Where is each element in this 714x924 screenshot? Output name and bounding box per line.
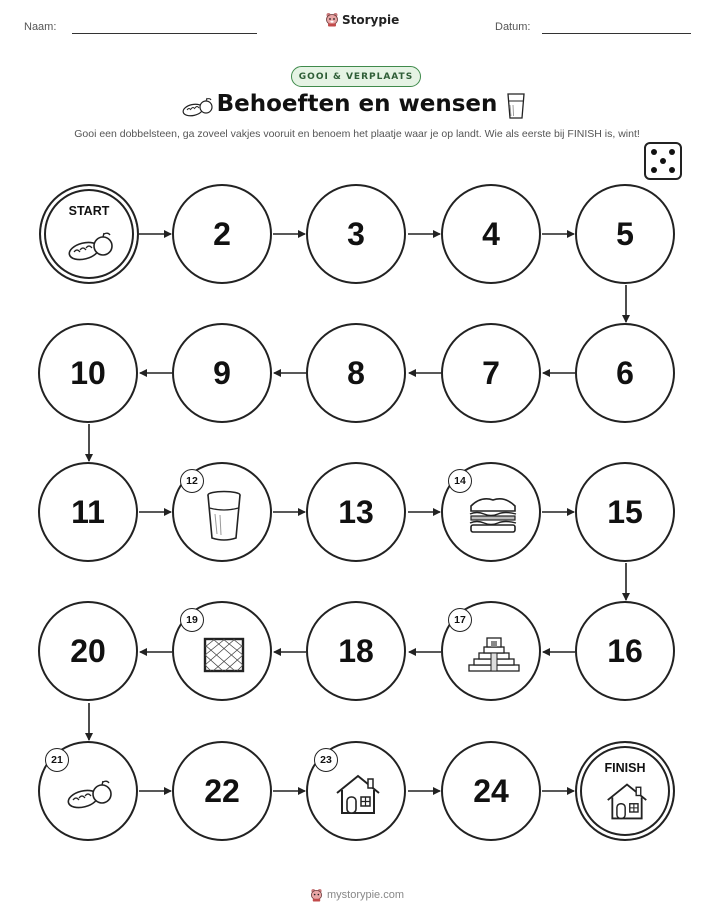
space-number: 4	[482, 215, 500, 252]
space-number: 2	[213, 215, 231, 252]
footer-url[interactable]: mystorypie.com	[326, 889, 405, 901]
board-space-5[interactable]	[575, 184, 675, 284]
pyramid-icon	[467, 633, 521, 673]
activity-badge: GOOI & VERPLAATS	[291, 66, 421, 87]
board-space-2[interactable]	[172, 184, 272, 284]
space-number: 16	[607, 632, 643, 669]
board-space-finish[interactable]	[575, 741, 675, 841]
space-number: 18	[338, 632, 374, 669]
board-space-16[interactable]	[575, 601, 675, 701]
board-space-13[interactable]	[306, 462, 406, 562]
house-icon	[334, 773, 382, 815]
soccer-goal-icon	[202, 635, 246, 675]
space-number: 5	[616, 215, 634, 252]
space-number: 22	[204, 772, 240, 809]
board-space-9[interactable]	[172, 323, 272, 423]
space-number: 20	[70, 632, 106, 669]
house-icon	[605, 781, 649, 821]
board-space-10[interactable]	[38, 323, 138, 423]
space-number: 15	[607, 493, 643, 530]
space-tag-21: 21	[45, 748, 69, 772]
space-number: 8	[347, 354, 365, 391]
food-icon	[66, 778, 114, 810]
name-label: Naam:	[24, 21, 57, 33]
space-tag-23: 23	[314, 748, 338, 772]
space-number: 10	[70, 354, 106, 391]
space-number: 24	[473, 772, 509, 809]
space-number: 6	[616, 354, 634, 391]
board-space-6[interactable]	[575, 323, 675, 423]
space-tag-14: 14	[448, 469, 472, 493]
page-title: Behoeften en wensen	[216, 91, 498, 117]
date-label: Datum:	[495, 21, 531, 33]
food-icon	[67, 230, 115, 262]
space-number: 9	[213, 354, 231, 391]
glass-of-water-icon	[206, 490, 242, 542]
brand-name: Storypie	[342, 12, 400, 27]
board-space-7[interactable]	[441, 323, 541, 423]
space-tag-17: 17	[448, 608, 472, 632]
board-space-start[interactable]	[39, 184, 139, 284]
board-space-18[interactable]	[306, 601, 406, 701]
board-space-24[interactable]	[441, 741, 541, 841]
board-space-4[interactable]	[441, 184, 541, 284]
space-number: 3	[347, 215, 365, 252]
footer	[0, 888, 714, 902]
storypie-mascot-icon	[310, 888, 323, 902]
board-space-22[interactable]	[172, 741, 272, 841]
board-space-11[interactable]	[38, 462, 138, 562]
board-space-3[interactable]	[306, 184, 406, 284]
board-space-20[interactable]	[38, 601, 138, 701]
space-number: 13	[338, 493, 374, 530]
space-number: 7	[482, 354, 500, 391]
board-space-8[interactable]	[306, 323, 406, 423]
finish-label: FINISH	[604, 761, 646, 775]
start-label: START	[68, 204, 110, 218]
board-space-15[interactable]	[575, 462, 675, 562]
space-number: 11	[71, 493, 105, 530]
instructions-text: Gooi een dobbelsteen, ga zoveel vakjes vooruit en benoem het plaatje waar je op landt. Wie als eerste bij FINISH is, wint!	[74, 128, 640, 140]
space-tag-12: 12	[180, 469, 204, 493]
space-tag-19: 19	[180, 608, 204, 632]
sandwich-icon	[467, 494, 519, 536]
